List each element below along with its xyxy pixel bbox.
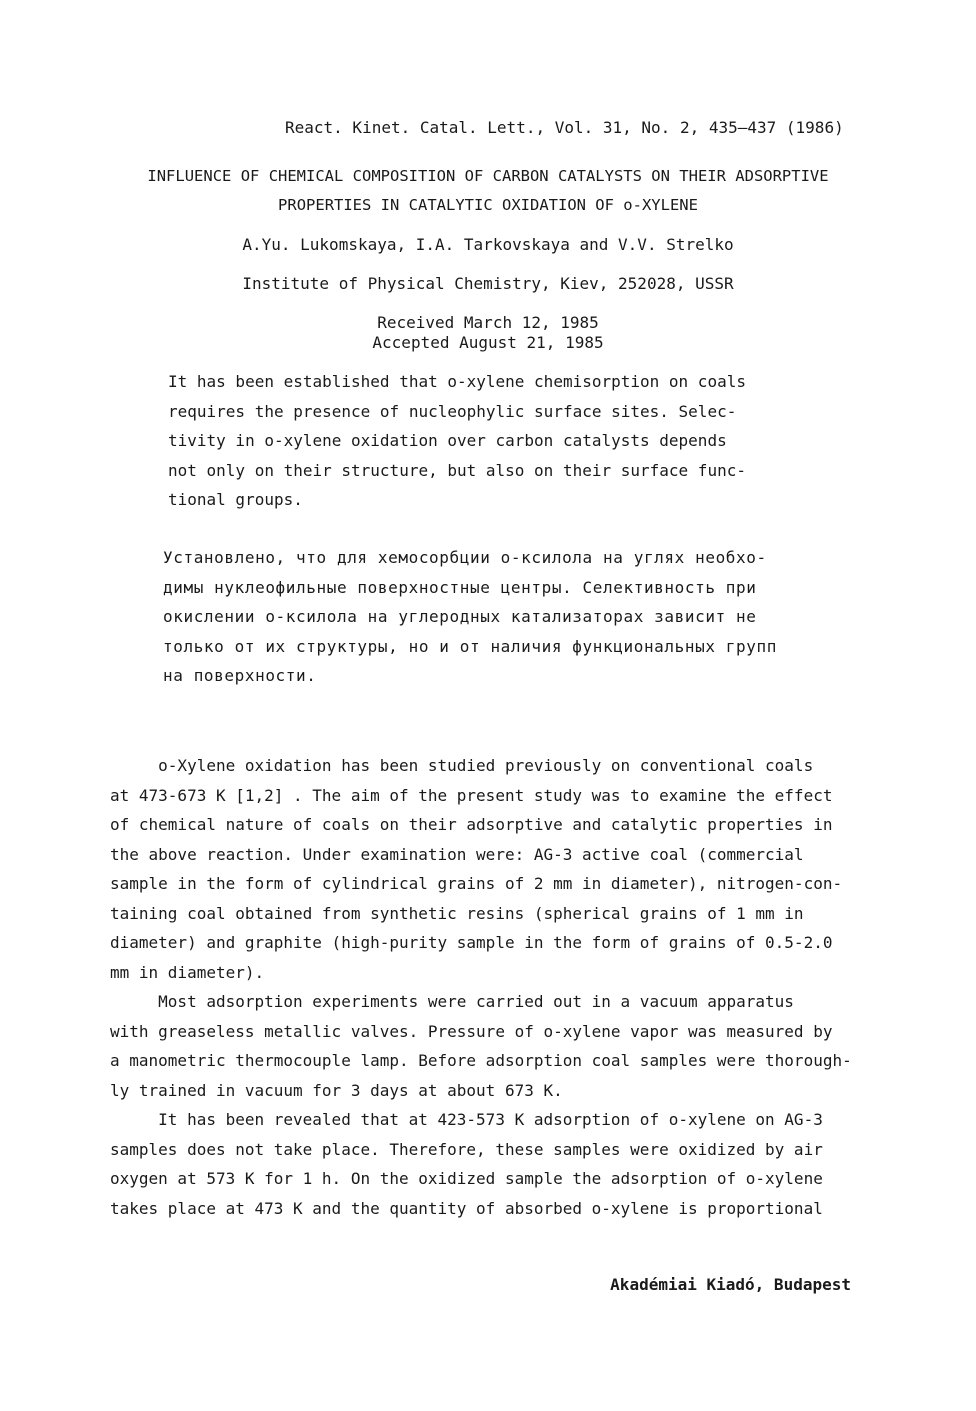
abstract-russian	[163, 543, 863, 691]
abstract-line: окислении о-ксилола на углеродных катализаторах зависит не	[163, 607, 757, 626]
body-line: diameter) and graphite (high-purity sample in the form of grains of 0.5-2.0	[110, 933, 833, 952]
body-line: sample in the form of cylindrical grains of 2 mm in diameter), nitrogen-con-	[110, 874, 843, 893]
body-line: of chemical nature of coals on their adsorptive and catalytic properties in	[110, 815, 833, 834]
journal-citation: React. Kinet. Catal. Lett., Vol. 31, No. 2, 435—437 (1986)	[285, 118, 844, 137]
body-line: the above reaction. Under examination were: AG-3 active coal (commercial	[110, 844, 804, 864]
abstract-line: димы нуклеофильные поверхностные центры. Селективность при	[163, 577, 757, 597]
body-line: with greaseless metallic valves. Pressure of o-xylene vapor was measured by	[110, 1021, 833, 1041]
affiliation: Institute of Physical Chemistry, Kiev, 252028, USSR	[242, 274, 734, 293]
body-line: samples does not take place. Therefore, these samples were oxidized by air	[110, 1139, 823, 1159]
authors: A.Yu. Lukomskaya, I.A. Tarkovskaya and V.V. Strelko	[242, 235, 734, 254]
abstract-line: It has been established that o-xylene chemisorption on coals	[168, 372, 746, 391]
accepted-date: Accepted August 21, 1985	[372, 333, 604, 352]
body-text	[110, 751, 870, 1223]
body-line: ly trained in vacuum for 3 days at about 673 K.	[110, 1080, 563, 1100]
received-date: Received March 12, 1985	[377, 313, 599, 332]
abstract-line: tional groups.	[168, 490, 303, 509]
body-line: oxygen at 573 K for 1 h. On the oxidized sample the adsorption of o-xylene	[110, 1169, 823, 1188]
body-line: Most adsorption experiments were carried out in a vacuum apparatus	[110, 992, 794, 1011]
abstract-line: not only on their structure, but also on their surface func-	[168, 460, 746, 480]
body-line: It has been revealed that at 423-573 K adsorption of o-xylene on AG-3	[110, 1110, 823, 1129]
publisher-footer: Akadémiai Kiadó, Budapest	[610, 1275, 851, 1294]
abstract-line: только от их структуры, но и от наличия функциональных групп	[163, 636, 777, 656]
body-line: mm in diameter).	[110, 962, 265, 982]
paper-title-line-1: INFLUENCE OF CHEMICAL COMPOSITION OF CARBON CATALYSTS ON THEIR ADSORPTIVE	[147, 167, 829, 185]
body-line: takes place at 473 K and the quantity of absorbed o-xylene is proportional	[110, 1198, 823, 1218]
body-line: taining coal obtained from synthetic resins (spherical grains of 1 mm in	[110, 903, 804, 923]
body-line: o-Xylene oxidation has been studied previously on conventional coals	[110, 756, 814, 775]
abstract-line: requires the presence of nucleophylic surface sites. Selec-	[168, 401, 737, 421]
body-line: at 473-673 K [1,2] . The aim of the present study was to examine the effect	[110, 785, 833, 805]
abstract-english	[168, 367, 868, 515]
abstract-line: tivity in o-xylene oxidation over carbon catalysts depends	[168, 431, 727, 450]
abstract-line: Установлено, что для хемосорбции о-ксилола на углях необхо-	[163, 548, 767, 567]
body-line: a manometric thermocouple lamp. Before adsorption coal samples were thorough-	[110, 1051, 852, 1070]
paper-title-line-2: PROPERTIES IN CATALYTIC OXIDATION OF o-XYLENE	[278, 196, 698, 214]
abstract-line: на поверхности.	[163, 666, 317, 685]
